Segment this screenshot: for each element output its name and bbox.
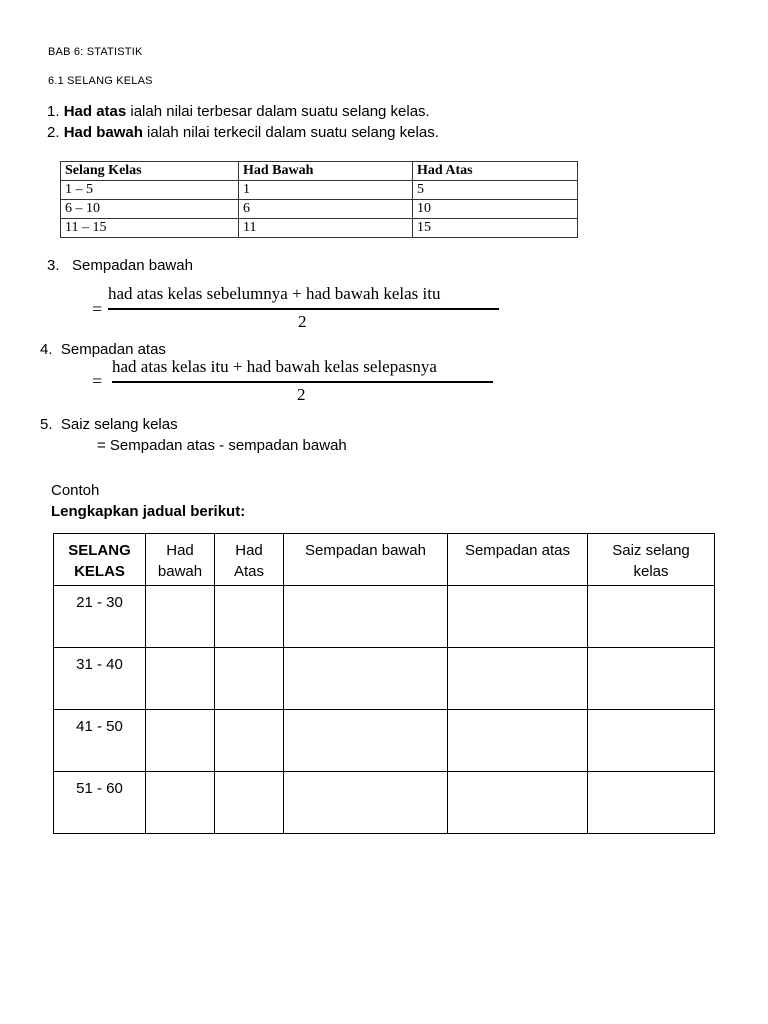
cell-had-bawah: 1 (239, 181, 413, 200)
cell-selang-kelas: 21 - 30 (54, 586, 146, 648)
formula-denominator: 2 (298, 312, 307, 331)
header-line: Had (235, 542, 263, 559)
fraction-bar (112, 381, 493, 383)
cell-selang-kelas: 6 – 10 (61, 200, 239, 219)
header-line: Had (166, 542, 194, 559)
item-label: Saiz selang kelas (60, 416, 178, 433)
header-line: bawah (157, 563, 203, 580)
answer-cell[interactable] (284, 586, 448, 648)
header-line: kelas (633, 563, 669, 580)
definition-had-bawah (47, 124, 439, 141)
example-title: Contoh (51, 482, 100, 499)
table-row (54, 648, 715, 710)
header-saiz-selang-kelas (588, 534, 715, 586)
header-line: SELANG (68, 542, 131, 559)
table-row (54, 586, 715, 648)
definition-term: Had atas (63, 103, 127, 120)
item-number: 3. (47, 257, 60, 274)
cell-had-atas: 15 (413, 219, 578, 238)
answer-cell[interactable] (588, 648, 715, 710)
header-line: Atas (233, 563, 264, 580)
formula-denominator: 2 (297, 385, 306, 404)
header-sempadan-atas (448, 534, 588, 586)
answer-cell[interactable] (146, 648, 215, 710)
table-row (54, 710, 715, 772)
table-row (61, 181, 578, 200)
table-row (54, 772, 715, 834)
answer-cell[interactable] (448, 586, 588, 648)
header-line: Sempadan bawah (305, 542, 426, 559)
item-label: Sempadan bawah (72, 257, 193, 274)
table-header-row (54, 534, 715, 586)
formula-numerator: had atas kelas sebelumnya + had bawah kelas itu (108, 284, 441, 303)
header-had-bawah: Had Bawah (239, 162, 413, 181)
answer-cell[interactable] (215, 710, 284, 772)
table-header-row (61, 162, 578, 181)
answer-cell[interactable] (146, 772, 215, 834)
answer-cell[interactable] (448, 710, 588, 772)
definition-text: ialah nilai terbesar dalam suatu selang kelas. (126, 103, 430, 120)
item-label: Sempadan atas (60, 341, 166, 358)
example-instruction: Lengkapkan jadual berikut: (51, 503, 246, 520)
cell-selang-kelas: 41 - 50 (54, 710, 146, 772)
header-sempadan-bawah (284, 534, 448, 586)
cell-had-bawah: 6 (239, 200, 413, 219)
answer-cell[interactable] (448, 772, 588, 834)
header-selang-kelas: Selang Kelas (61, 162, 239, 181)
exercise-table (53, 533, 715, 834)
item-number: 4. (40, 341, 53, 358)
definition-number: 2. (47, 124, 60, 141)
cell-had-atas: 5 (413, 181, 578, 200)
header-had-atas (215, 534, 284, 586)
definition-text: ialah nilai terkecil dalam suatu selang kelas. (142, 124, 439, 141)
answer-cell[interactable] (215, 648, 284, 710)
reference-table (60, 161, 578, 238)
answer-cell[interactable] (146, 586, 215, 648)
header-line: Sempadan atas (464, 542, 571, 559)
item-number: 5. (40, 416, 53, 433)
answer-cell[interactable] (588, 772, 715, 834)
answer-cell[interactable] (146, 710, 215, 772)
formula-saiz-selang-kelas: = Sempadan atas - sempadan bawah (97, 437, 347, 454)
answer-cell[interactable] (284, 648, 448, 710)
cell-selang-kelas: 31 - 40 (54, 648, 146, 710)
item-saiz-selang-kelas (40, 416, 178, 433)
table-row (61, 200, 578, 219)
section-title: 6.1 SELANG KELAS (48, 75, 153, 87)
answer-cell[interactable] (215, 586, 284, 648)
answer-cell[interactable] (215, 772, 284, 834)
answer-cell[interactable] (588, 710, 715, 772)
formula-sempadan-bawah (92, 284, 512, 334)
definition-term: Had bawah (63, 124, 143, 141)
table-row (61, 219, 578, 238)
chapter-title: BAB 6: STATISTIK (48, 46, 143, 58)
cell-had-bawah: 11 (239, 219, 413, 238)
formula-sempadan-atas (92, 357, 512, 407)
header-had-atas: Had Atas (413, 162, 578, 181)
answer-cell[interactable] (588, 586, 715, 648)
answer-cell[interactable] (284, 772, 448, 834)
equals-sign: = (92, 299, 103, 319)
cell-selang-kelas: 11 – 15 (61, 219, 239, 238)
header-line: KELAS (74, 563, 125, 580)
header-had-bawah (146, 534, 215, 586)
cell-selang-kelas: 1 – 5 (61, 181, 239, 200)
item-sempadan-atas (40, 341, 166, 358)
answer-cell[interactable] (284, 710, 448, 772)
formula-numerator: had atas kelas itu + had bawah kelas selepasnya (112, 357, 437, 376)
equals-sign: = (92, 371, 103, 391)
cell-selang-kelas: 51 - 60 (54, 772, 146, 834)
fraction-bar (108, 308, 499, 310)
header-line: Saiz selang (612, 542, 690, 559)
header-selang-kelas (54, 534, 146, 586)
answer-cell[interactable] (448, 648, 588, 710)
definition-had-atas (47, 103, 430, 120)
item-sempadan-bawah (47, 257, 193, 274)
definition-number: 1. (47, 103, 60, 120)
cell-had-atas: 10 (413, 200, 578, 219)
